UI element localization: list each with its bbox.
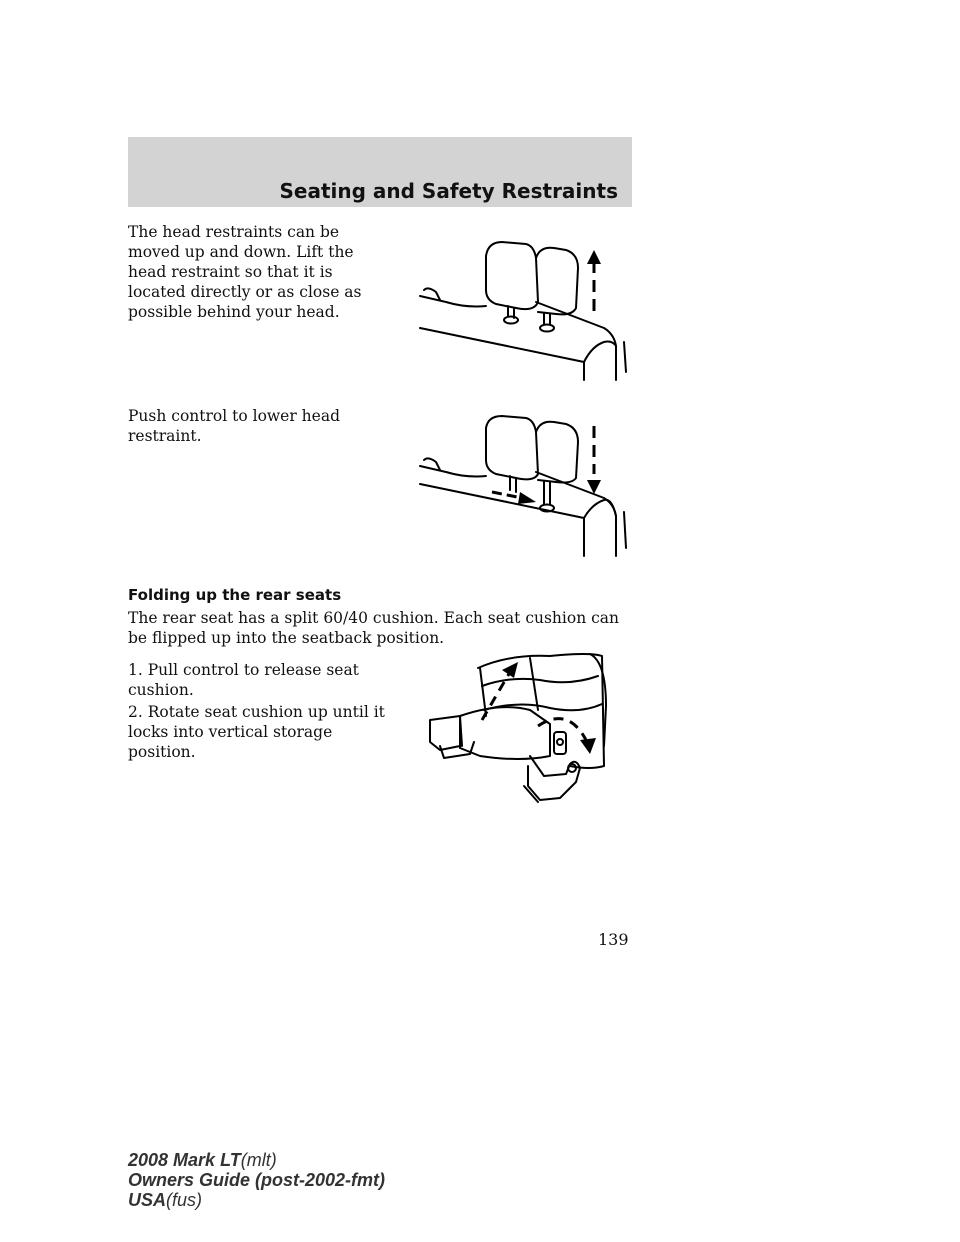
footer-line-market: [128, 1190, 385, 1210]
step-2-rotate-cushion: 2. Rotate seat cushion up until it locks into vertical storage position.: [128, 703, 385, 761]
head-restraint-raise-illustration: [416, 236, 642, 384]
document-footer: [128, 1150, 385, 1210]
paragraph-head-restraint-raise: The head restraints can be moved up and down. Lift the head restraint so that it is located directly or as close as possible behind your head.: [128, 223, 362, 321]
paragraph-head-restraint-lower: Push control to lower head restraint.: [128, 407, 340, 445]
footer-model-code: (mlt): [240, 1150, 277, 1170]
rear-seat-folding-illustration: [420, 646, 620, 846]
footer-market-code: (fus): [166, 1190, 203, 1210]
head-restraint-lower-illustration: [416, 412, 642, 560]
paragraph-split-cushion: The rear seat has a split 60/40 cushion. Each seat cushion can be flipped up into the seatback position.: [128, 609, 620, 647]
step-1-pull-control: 1. Pull control to release seat cushion.: [128, 661, 359, 699]
section-title: Seating and Safety Restraints: [279, 179, 618, 203]
page-number: 139: [598, 930, 629, 949]
section-heading-folding-rear-seats: Folding up the rear seats: [128, 586, 342, 604]
footer-market-name: USA: [128, 1190, 167, 1210]
footer-model-name: 2008 Mark LT: [128, 1150, 241, 1170]
section-header-band: [128, 137, 632, 207]
footer-line-model: [128, 1150, 385, 1170]
footer-line-guide: Owners Guide (post-2002-fmt): [128, 1170, 386, 1190]
